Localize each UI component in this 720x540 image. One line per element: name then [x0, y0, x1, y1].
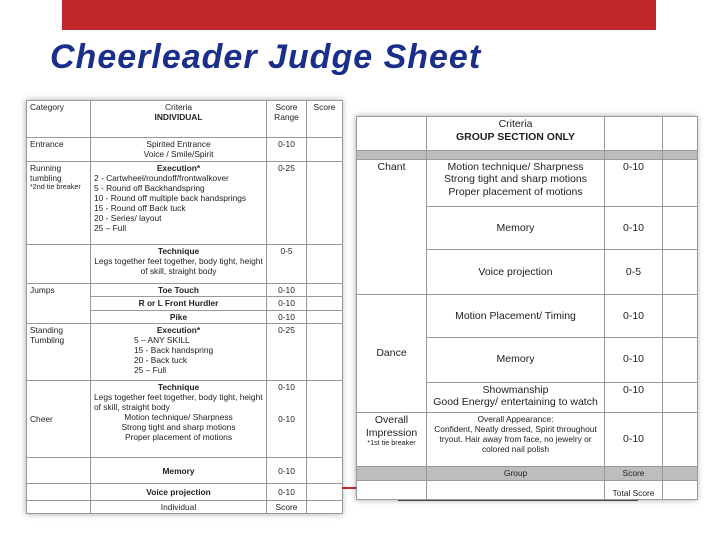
group-header-score-blank: [663, 117, 698, 151]
jump-name: Pike: [91, 310, 267, 323]
standing-execution: Execution*: [156, 324, 201, 335]
header-criteria: [91, 101, 267, 138]
entrance-criteria: [91, 137, 267, 161]
cheer-motion: Motion technique/ Sharpness: [124, 411, 233, 422]
dance-category: Dance: [357, 294, 427, 412]
cheer-score-cell[interactable]: [307, 380, 343, 457]
running-score-cell[interactable]: [307, 161, 343, 244]
group-footer-score-cell[interactable]: [663, 466, 698, 480]
total-score-label: Total Score: [605, 480, 663, 499]
gray-band: [357, 151, 427, 160]
technique-criteria: [91, 245, 267, 284]
cheer-ranges: [267, 380, 307, 457]
standing-range: 0-25: [267, 323, 307, 380]
header-criteria-sub: INDIVIDUAL: [154, 112, 203, 123]
chant-voice-score-cell[interactable]: [663, 249, 698, 294]
footer-blank: [27, 500, 91, 513]
running-item: 20 - Series/ layout: [94, 213, 162, 224]
dance-motion-range: 0-10: [605, 294, 663, 337]
technique-desc: Legs together feet together, body tight, height of skill, straight body: [94, 256, 263, 277]
cheer-memory: Memory: [91, 457, 267, 483]
dance-memory-score-cell[interactable]: [663, 337, 698, 382]
running-item: 2 - Cartwheel/roundoff/frontwalkover: [94, 173, 229, 184]
running-category: [27, 161, 91, 244]
standing-category: Standing Tumbling: [27, 323, 91, 380]
total-blank: [427, 480, 605, 499]
standing-item: 25 – Full: [134, 365, 167, 376]
dance-motion-score-cell[interactable]: [663, 294, 698, 337]
overall-note: *1st tie breaker: [367, 438, 416, 448]
chant-criteria: [427, 159, 605, 206]
cheer-technique: Technique: [157, 381, 200, 392]
cheer-strong: Strong tight and sharp motions: [121, 422, 236, 432]
chant-memory: Memory: [427, 207, 605, 250]
dance-motion: Motion Placement/ Timing: [427, 294, 605, 337]
group-header-range-blank: [605, 117, 663, 151]
footer-score: Score: [267, 500, 307, 513]
overall-criteria: [427, 413, 605, 467]
running-item: 25 – Full: [94, 223, 127, 234]
group-header-criteria: [427, 117, 605, 151]
chant-score-cell[interactable]: [663, 159, 698, 206]
group-footer-blank: [357, 466, 427, 480]
jump-score-cell[interactable]: [307, 310, 343, 323]
individual-judge-sheet: [26, 100, 342, 514]
chant-memory-score-cell[interactable]: [663, 207, 698, 250]
slide-title: Cheerleader Judge Sheet: [50, 38, 482, 76]
jump-name: R or L Front Hurdler: [91, 297, 267, 310]
jump-range: 0-10: [267, 297, 307, 310]
chant-line3: Proper placement of motions: [448, 186, 583, 199]
dance-show-score-cell[interactable]: [663, 382, 698, 412]
overall-range: 0-10: [605, 413, 663, 467]
jump-score-cell[interactable]: [307, 283, 343, 296]
header-category: Category: [27, 101, 91, 138]
standing-item: 20 - Back tuck: [134, 355, 188, 366]
footer-individual: Individual: [91, 500, 267, 513]
dance-memory-range: 0-10: [605, 337, 663, 382]
overall-appearance: Overall Appearance:: [477, 414, 554, 424]
running-criteria: [91, 161, 267, 244]
overall-score-cell[interactable]: [663, 413, 698, 467]
header-criteria-label: Criteria: [165, 102, 192, 112]
gray-band: [427, 151, 605, 160]
gray-band: [605, 151, 663, 160]
total-blank: [357, 480, 427, 499]
group-header-label: Criteria: [498, 118, 533, 130]
header-score-range: Score Range: [267, 101, 307, 138]
chant-category: Chant: [357, 159, 427, 294]
voice-score-cell[interactable]: [307, 484, 343, 500]
entrance-line2: Voice / Smile/Spirit: [143, 148, 214, 159]
running-item: 10 - Round off multiple back handsprings: [94, 193, 247, 204]
technique-score-cell[interactable]: [307, 245, 343, 284]
header-score: Score: [307, 101, 343, 138]
group-table: [356, 116, 698, 500]
chant-line2: Strong tight and sharp motions: [443, 173, 587, 186]
technique-label: Technique: [157, 246, 200, 257]
running-item: 15 - Round off Back tuck: [94, 203, 186, 214]
chant-voice: Voice projection: [427, 249, 605, 294]
entrance-range: 0-10: [267, 137, 307, 161]
footer-score-cell[interactable]: [307, 500, 343, 513]
cheer-voice-range: 0-10: [267, 484, 307, 500]
standing-score-cell[interactable]: [307, 323, 343, 380]
cheer-category: Cheer: [27, 380, 91, 457]
chant-voice-range: 0-5: [605, 249, 663, 294]
jump-range: 0-10: [267, 310, 307, 323]
dance-show-desc: Good Energy/ entertaining to watch: [433, 396, 598, 409]
entrance-score-cell[interactable]: [307, 137, 343, 161]
dance-memory: Memory: [427, 337, 605, 382]
cheer-motion-range: 0-10: [278, 413, 295, 424]
entrance-category: Entrance: [27, 137, 91, 161]
chant-line1: Motion technique/ Sharpness: [447, 160, 584, 173]
standing-criteria: [91, 323, 267, 380]
jump-name: Toe Touch: [91, 283, 267, 296]
individual-table: [26, 100, 343, 514]
dance-show: [427, 382, 605, 412]
dance-show-label: Showmanship: [482, 383, 549, 396]
cheer-proper: Proper placement of motions: [124, 432, 233, 443]
voice-category-blank: [27, 484, 91, 500]
group-header-blank: [357, 117, 427, 151]
standing-item: 5 – ANY SKILL: [134, 334, 190, 345]
total-score-cell[interactable]: [663, 480, 698, 499]
memory-score-cell[interactable]: [307, 457, 343, 483]
cheer-criteria: [91, 380, 267, 457]
cheer-voice: Voice projection: [91, 484, 267, 500]
entrance-line1: Spirited Entrance: [146, 138, 211, 149]
memory-category-blank: [27, 457, 91, 483]
running-note: *2nd tie breaker: [30, 182, 81, 192]
group-header-sub: GROUP SECTION ONLY: [455, 130, 576, 143]
overall-label: Overall Impression: [365, 414, 418, 439]
jump-score-cell[interactable]: [307, 297, 343, 310]
jumps-category: Jumps: [27, 283, 91, 323]
chant-range: 0-10: [605, 159, 663, 206]
gray-divider-line: [398, 500, 638, 501]
dance-show-range: 0-10: [605, 382, 663, 412]
cheer-memory-range: 0-10: [267, 457, 307, 483]
group-footer-label: Group: [427, 466, 605, 480]
standing-item: 15 - Back handspring: [134, 344, 214, 355]
running-range: 0-25: [267, 161, 307, 244]
jump-range: 0-10: [267, 283, 307, 296]
running-label: Running tumbling: [30, 162, 62, 184]
cheer-tech-desc: Legs together feet together, body tight, height of skill, straight body: [94, 391, 263, 412]
chant-memory-range: 0-10: [605, 207, 663, 250]
overall-desc: Confident, Neatly dressed, Spirit throughout tryout. Hair away from face, no jewelry or colored nail polish: [434, 424, 597, 455]
overall-category: [357, 413, 427, 467]
gray-band: [663, 151, 698, 160]
running-execution: Execution*: [156, 162, 201, 173]
cheer-tech-range: 0-10: [278, 381, 295, 392]
group-footer-score: Score: [605, 466, 663, 480]
technique-range: 0-5: [267, 245, 307, 284]
running-item: 5 - Round off Backhandspring: [94, 183, 205, 194]
technique-category-blank: [27, 245, 91, 284]
group-judge-sheet: [356, 116, 697, 500]
top-accent-bar: [62, 0, 656, 30]
